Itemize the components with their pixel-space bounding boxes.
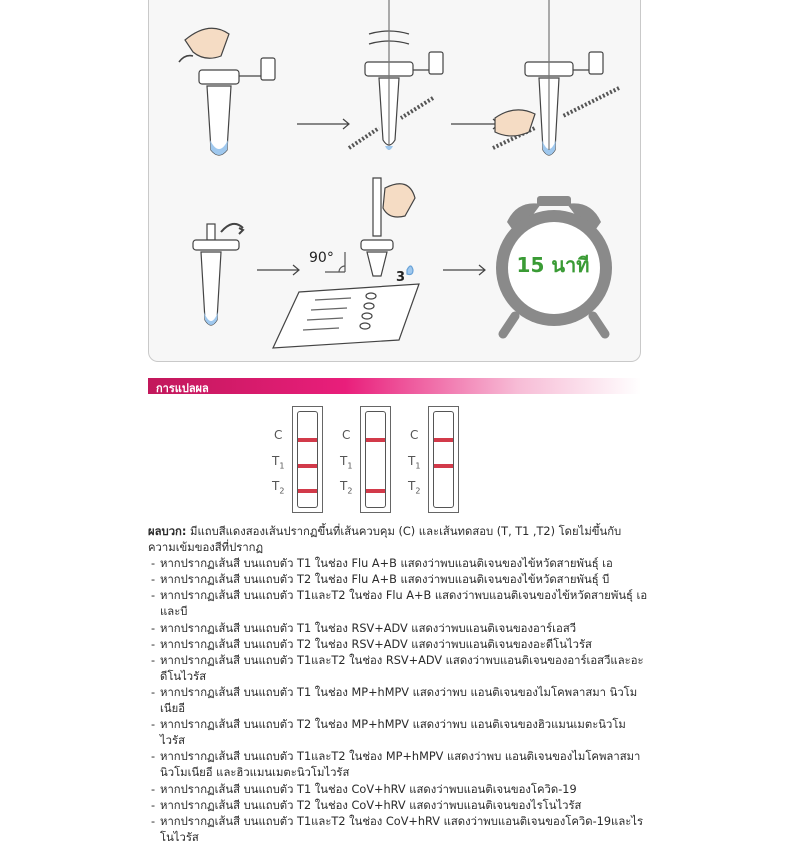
angle-label: 90° [309, 250, 334, 266]
control-band [366, 438, 385, 442]
step3-press [493, 0, 619, 155]
label-t1: $T_1$ [340, 454, 353, 471]
strip-window [297, 411, 318, 508]
control-band [434, 438, 453, 442]
positive-intro [148, 524, 648, 556]
list-item: - หากปรากฏเส้นสี บนแถบตัว T1และT2 ในช่อง Flu A+B แสดงว่าพบแอนติเจนของไข้หวัดสายพันธุ์ เอและบี [148, 588, 648, 620]
list-item: - หากปรากฏเส้นสี บนแถบตัว T1 ในช่อง Flu A+B แสดงว่าพบแอนติเจนของไข้หวัดสายพันธุ์ เอ [148, 556, 648, 572]
t1-band [434, 464, 453, 468]
strip-example-3 [406, 404, 476, 516]
strip-cassette [292, 406, 323, 513]
step2-squeeze [349, 0, 443, 150]
strip-window [433, 411, 454, 508]
t1-band [298, 464, 317, 468]
label-t2: $T_2$ [408, 479, 421, 496]
section-title: การแปลผล [156, 382, 209, 395]
step1-tube [179, 28, 275, 155]
strip-example-1 [270, 404, 340, 516]
t2-band [298, 489, 317, 493]
result-list [148, 556, 648, 846]
test-cassette [273, 284, 419, 348]
strip-cassette [428, 406, 459, 513]
strip-window [365, 411, 386, 508]
list-item: - หากปรากฏเส้นสี บนแถบตัว T1และT2 ในช่อง CoV+hRV แสดงว่าพบแอนติเจนของโควิด-19และไรโนไวรัส [148, 814, 648, 846]
drops-label: 3 [396, 270, 406, 285]
results-text [148, 524, 648, 846]
strip-cassette [360, 406, 391, 513]
instruction-illustration [148, 0, 641, 362]
list-item: - หากปรากฏเส้นสี บนแถบตัว T1และT2 ในช่อง RSV+ADV แสดงว่าพบแอนติเจนของอาร์เอสวีและอะดีโนไวรัส [148, 653, 648, 685]
list-item: - หากปรากฏเส้นสี บนแถบตัว T1 ในช่อง MP+hMPV แสดงว่าพบ แอนติเจนของไมโคพลาสมา นิวโมเนียอี [148, 685, 648, 717]
label-c: C [342, 428, 351, 442]
list-item: - หากปรากฏเส้นสี บนแถบตัว T1 ในช่อง RSV+ADV แสดงว่าพบแอนติเจนของอาร์เอสวี [148, 621, 648, 637]
intro-title: ผลบวก: [148, 525, 187, 538]
list-item: - หากปรากฏเส้นสี บนแถบตัว T2 ในช่อง RSV+ADV แสดงว่าพบแอนติเจนของอะดีโนไวรัส [148, 637, 648, 653]
label-t2: $T_2$ [272, 479, 285, 496]
list-item: - หากปรากฏเส้นสี บนแถบตัว T1และT2 ในช่อง MP+hMPV แสดงว่าพบ แอนติเจนของไมโคพลาสมา นิวโมเนียอี และฮิวแมนเมตะนิวโมไวรัส [148, 749, 648, 781]
result-strips [270, 404, 470, 516]
t2-band [366, 489, 385, 493]
label-t1: $T_1$ [272, 454, 285, 471]
step5-dropper [361, 178, 415, 276]
control-band [298, 438, 317, 442]
list-item: - หากปรากฏเส้นสี บนแถบตัว T2 ในช่อง Flu A+B แสดงว่าพบแอนติเจนของไข้หวัดสายพันธุ์ บี [148, 572, 648, 588]
label-c: C [410, 428, 419, 442]
intro-text: มีแถบสีแดงสองเส้นปรากฏขึ้นที่เส้นควบคุม (C) และเส้นทดสอบ (T, T1 ,T2) โดยไม่ขึ้นกับความเข้มของสีที่ปรากฏ [148, 525, 622, 555]
label-c: C [274, 428, 283, 442]
label-t2: $T_2$ [340, 479, 353, 496]
timer-label: 15 นาที [516, 253, 590, 277]
strip-example-2 [338, 404, 408, 516]
list-item: - หากปรากฏเส้นสี บนแถบตัว T1 ในช่อง CoV+hRV แสดงว่าพบแอนติเจนของโควิด-19 [148, 782, 648, 798]
list-item: - หากปรากฏเส้นสี บนแถบตัว T2 ในช่อง MP+hMPV แสดงว่าพบ แอนติเจนของฮิวแมนเมตะนิวโมไวรัส [148, 717, 648, 749]
list-item: - หากปรากฏเส้นสี บนแถบตัว T2 ในช่อง CoV+hRV แสดงว่าพบแอนติเจนของไรโนไวรัส [148, 798, 648, 814]
step4-capped-tube [193, 224, 243, 325]
procedure-diagram [149, 0, 642, 362]
label-t1: $T_1$ [408, 454, 421, 471]
interpretation-header [148, 378, 641, 394]
